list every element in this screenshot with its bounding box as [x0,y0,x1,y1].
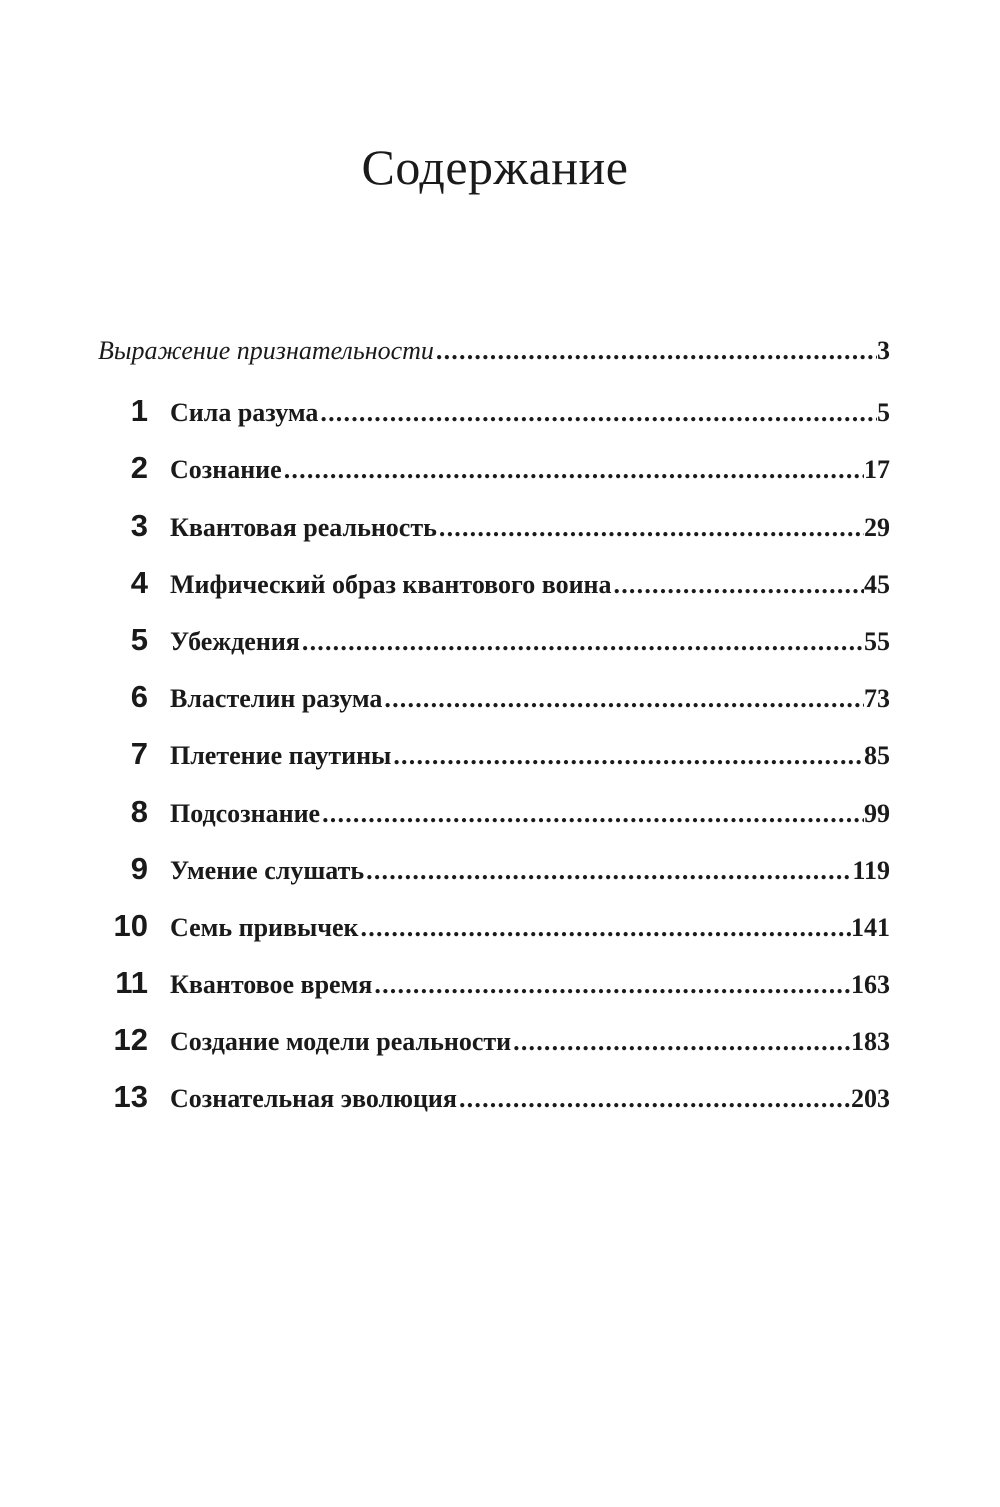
toc-entry-page: 183 [851,1027,890,1057]
dot-leader [437,513,864,543]
dot-leader [612,570,864,600]
table-of-contents [98,336,890,1137]
toc-entry[interactable] [98,908,890,965]
chapter-number: 2 [130,450,148,486]
chapter-number: 5 [130,621,148,657]
dot-leader [434,336,877,366]
chapter-number: 1 [130,393,148,429]
chapter-number: 4 [130,564,148,600]
toc-entry[interactable] [98,393,890,450]
toc-entry[interactable] [98,1022,890,1079]
chapter-number: 12 [113,1022,148,1058]
toc-entry-title: Квантовое время [170,970,373,1000]
chapter-number: 9 [130,850,148,886]
toc-entry[interactable] [98,794,890,851]
toc-entry-page: 119 [852,855,890,885]
chapter-number: 11 [115,965,148,1001]
page-title: Содержание [361,139,629,195]
toc-entry-title: Подсознание [170,798,321,828]
dot-leader [511,1027,851,1057]
dot-leader [382,684,864,714]
chapter-number: 13 [113,1079,148,1115]
toc-entry-title: Квантовая реальность [170,512,437,542]
toc-entry-page: 17 [864,455,890,485]
dot-leader [372,970,851,1000]
toc-entry[interactable] [98,965,890,1022]
dot-leader [282,455,864,485]
toc-entry-page: 5 [877,398,890,428]
toc-entry-title: Убеждения [170,626,300,656]
toc-entry-title: Плетение паутины [170,741,392,771]
chapter-number: 7 [130,736,148,772]
dot-leader [364,856,852,886]
toc-entry-title: Выражение признательности [98,336,434,365]
toc-entry-page: 99 [864,798,890,828]
toc-entry[interactable] [98,450,890,507]
toc-entry-title: Мифический образ квантового воина [170,569,612,599]
toc-entry-page: 73 [864,684,890,714]
toc-entry-page: 203 [851,1084,890,1114]
toc-entry-title: Семь привычек [170,912,359,942]
dot-leader [300,627,864,657]
toc-entry[interactable] [98,1079,890,1136]
toc-entry-page: 45 [864,569,890,599]
toc-entry-page: 3 [877,336,890,365]
toc-entry-front-matter[interactable] [98,336,890,393]
toc-entry[interactable] [98,508,890,565]
toc-entry-title: Властелин разума [170,684,383,714]
toc-entry[interactable] [98,851,890,908]
toc-entry-title: Умение слушать [170,855,365,885]
dot-leader [320,799,864,829]
toc-entry-page: 29 [864,512,890,542]
toc-entry-title: Создание модели реальности [170,1027,512,1057]
dot-leader [391,741,864,771]
chapter-number: 8 [130,793,148,829]
toc-entry[interactable] [98,565,890,622]
chapter-number: 3 [130,507,148,543]
chapter-number: 10 [113,907,148,943]
toc-entry-title: Сила разума [170,398,319,428]
toc-entry-title: Сознание [170,455,282,485]
toc-entry-page: 163 [851,970,890,1000]
toc-entry[interactable] [98,736,890,793]
dot-leader [359,913,851,943]
toc-entry-page: 141 [851,912,890,942]
dot-leader [318,398,877,428]
toc-entry[interactable] [98,622,890,679]
toc-entry-title: Сознательная эволюция [170,1084,457,1114]
toc-entry[interactable] [98,679,890,736]
dot-leader [457,1084,851,1114]
toc-entry-page: 55 [864,626,890,656]
chapter-number: 6 [130,679,148,715]
toc-entry-page: 85 [864,741,890,771]
